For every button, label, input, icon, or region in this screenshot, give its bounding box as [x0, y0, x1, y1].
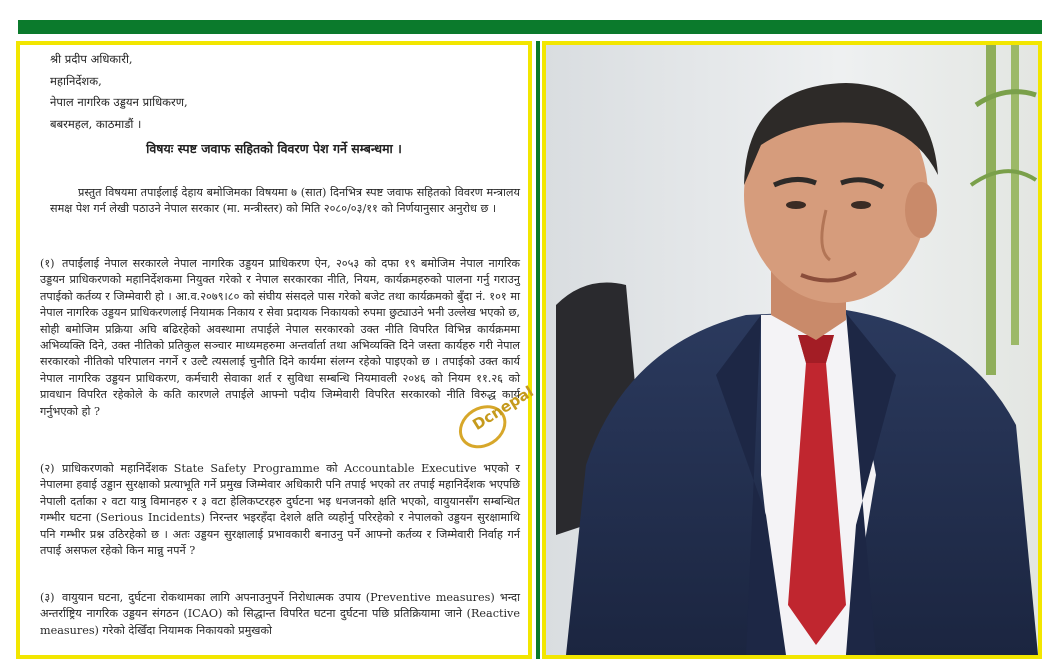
- point-number: (१): [40, 257, 55, 270]
- point-2: [40, 461, 520, 559]
- point-number: (२): [40, 462, 55, 475]
- address-line: नेपाल नागरिक उड्डयन प्राधिकरण,: [50, 95, 188, 109]
- point-text: तपाईलाई नेपाल सरकारले नेपाल नागरिक उड्डयन प्राधिकरण ऐन, २०५३ को दफा १९ बमोजिम नेपाल नागरिक उड्डयन प्राधिकरणको महानिर्देशकमा नियुक्त गरेको र नेपाल सरकारका नीति, नियम, कार्यक्रमहरुको पालना गर्नु गराउनु तपाईको कर्तव्य र जिम्मेवारी हो । आ.व.२०७९।८० को संघीय संसदले पास गरेको बजेट तथा कार्यक्रमको बुँदा नं. १०१ मा नेपाल नागरिक उड्डयन प्राधिकरणलाई नियामक निकाय र सेवा प्रदायक निकायको रुपमा छुट्याउने भनी उल्लेख भएको छ, सोही बमोजिम प्रक्रिया अघि बढिरहेको अवस्थामा तपाईले नेपाल सरकारको उक्त नीति विपरित विभिन्न कार्यक्रममा अभिव्यक्ति दिने, उक्त नीतिको प्रतिकुल सञ्चार माध्यमहरुमा अन्तर्वार्ता तथा अभिव्यक्ति दिने जस्ता कार्यहरु गरी नेपाल सरकारको नीतिको परिपालन नगर्ने र उल्टै त्यसलाई चुनौति दिने कार्यमा संलग्न रहेको पाइएको छ । तपाईको उक्त कार्य नेपाल नागरिक उड्डयन प्राधिकरण, कर्मचारी सेवाका शर्त र सुविधा सम्बन्धि नियमावली २०४६ को नियम ११.२६ को प्रावधान विपरित रहेकोले के कति कारणले तपाईले आफ्नो पदीय जिम्मेवारी विपरित सरकारको नीति विरुद्ध कार्य गर्नुभएको हो ?: [40, 257, 520, 418]
- point-3: [40, 590, 520, 639]
- intro-paragraph: प्रस्तुत विषयमा तपाईलाई देहाय बमोजिमका विषयमा ७ (सात) दिनभित्र स्पष्ट जवाफ सहितको विवरण मन्त्रालय समक्ष पेश गर्न लेखी पठाउने नेपाल सरकार (मा. मन्त्रीस्तर) को मिति २०८०/०३/११ को निर्णयानुसार अनुरोध छ ।: [50, 186, 520, 216]
- address-line: श्री प्रदीप अधिकारी,: [50, 52, 133, 66]
- recipient-address: [50, 49, 188, 135]
- letter-subject: विषयः स्पष्ट जवाफ सहितको विवरण पेश गर्ने सम्बन्धमा ।: [146, 141, 402, 156]
- portrait-photo: [542, 41, 1042, 659]
- point-number: (३): [40, 591, 55, 604]
- point-text: प्राधिकरणको महानिर्देशक State Safety Programme को Accountable Executive भएको र नेपालमा हवाई उड्डान सुरक्षाको प्रत्याभूति गर्ने प्रमुख जिम्मेवार अधिकारी पनि तपाई भएको तर तपाई महानिर्देशक भएपछि नेपाली दर्ताका २ वटा यात्रु विमानहरु र ३ वटा हेलिकप्टरहरु दुर्घटना भइ धनजनको क्षति भएको, वायुयानसँग सम्बन्धित गम्भीर घटना (Serious Incidents) निरन्तर भइरहँदा देशले क्षति व्यहोर्नु परिरहेको र नेपालको उड्डयन सुरक्षामाथि पनि गम्भीर प्रश्न उठिरहेको छ । अतः उड्डयन सुरक्षालाई प्रभावकारी बनाउनु पर्ने आफ्नो कर्तव्य र जिम्मेवारी निर्वाह गर्न तपाई असफल रहेको किन मान्नु नपर्ने ?: [40, 462, 521, 558]
- address-line: बबरमहल, काठमाडौं ।: [50, 116, 142, 131]
- point-1: [40, 256, 520, 420]
- point-text: वायुयान घटना, दुर्घटना रोकथामका लागि अपनाउनुपर्ने निरोधात्मक उपाय (Preventive measures) भन्दा अन्तर्राष्ट्रिय नागरिक उड्डयन संगठन (ICAO) को सिद्धान्त विपरित घटना दुर्घटना पछि प्रतिक्रियामा जाने (Reactive measures) गरेको देखिँदा नियामक निकायको प्रमुखको: [40, 591, 520, 637]
- panel-divider: [536, 41, 540, 659]
- portrait-illustration: [546, 45, 1038, 655]
- letter-document: [16, 41, 532, 659]
- address-line: महानिर्देशक,: [50, 73, 102, 88]
- watermark-text: Dcnepal: [469, 382, 537, 434]
- top-green-bar: [18, 20, 1042, 34]
